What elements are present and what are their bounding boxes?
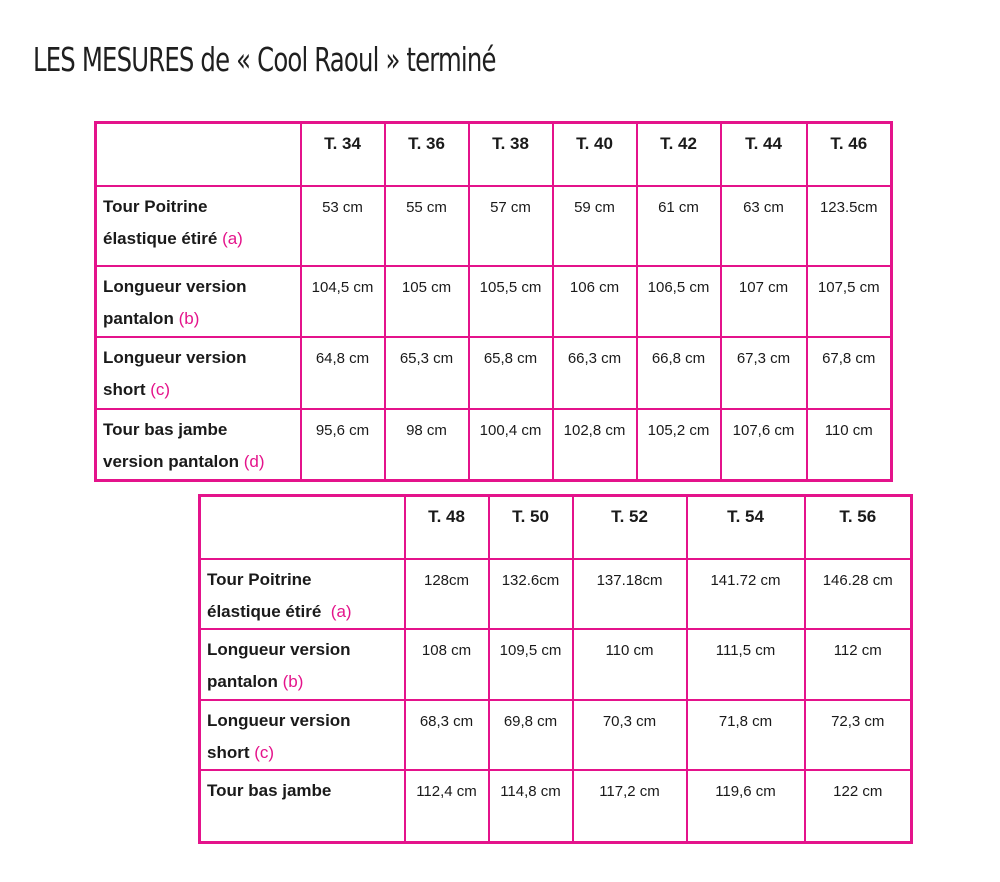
value-cell: 65,8 cm — [469, 337, 553, 409]
table-row — [200, 700, 912, 770]
value-cell: 104,5 cm — [301, 266, 385, 337]
table-row — [96, 409, 892, 481]
value-cell: 122 cm — [805, 770, 912, 843]
size-header: T. 38 — [469, 123, 553, 186]
value-cell: 105,5 cm — [469, 266, 553, 337]
row-note: (c) — [150, 379, 171, 399]
value-cell: 95,6 cm — [301, 409, 385, 481]
value-cell: 119,6 cm — [687, 770, 805, 843]
size-header: T. 44 — [721, 123, 807, 186]
value-cell: 106 cm — [553, 266, 637, 337]
value-cell: 132.6cm — [489, 559, 573, 629]
row-note: (b) — [178, 308, 200, 328]
table-row — [200, 770, 912, 843]
value-cell: 70,3 cm — [573, 700, 687, 770]
row-label-line2: élastique étiré — [103, 228, 218, 248]
value-cell: 108 cm — [405, 629, 489, 700]
row-label-line2: short — [103, 379, 146, 399]
measurements-table-sizes-48-56 — [198, 494, 913, 844]
value-cell: 102,8 cm — [553, 409, 637, 481]
row-note: (c) — [254, 742, 275, 762]
row-note: (a) — [330, 601, 352, 621]
page-title: LES MESURES de « Cool Raoul » terminé — [33, 40, 496, 79]
row-label-line1: Tour Poitrine — [103, 196, 208, 216]
value-cell: 117,2 cm — [573, 770, 687, 843]
size-header: T. 54 — [687, 496, 805, 559]
row-label — [200, 700, 405, 770]
header-empty-cell — [96, 123, 301, 186]
value-cell: 107,5 cm — [807, 266, 892, 337]
header-empty-cell — [200, 496, 405, 559]
value-cell: 105 cm — [385, 266, 469, 337]
row-label-line2: élastique étiré — [207, 601, 322, 621]
value-cell: 112,4 cm — [405, 770, 489, 843]
row-label — [96, 409, 301, 481]
value-cell: 61 cm — [637, 186, 721, 266]
row-label-line2: version pantalon — [103, 451, 240, 471]
value-cell: 71,8 cm — [687, 700, 805, 770]
value-cell: 128cm — [405, 559, 489, 629]
size-header: T. 56 — [805, 496, 912, 559]
row-label-line2: short — [207, 742, 250, 762]
value-cell: 109,5 cm — [489, 629, 573, 700]
value-cell: 146.28 cm — [805, 559, 912, 629]
value-cell: 100,4 cm — [469, 409, 553, 481]
value-cell: 53 cm — [301, 186, 385, 266]
row-label — [200, 629, 405, 700]
row-label — [96, 266, 301, 337]
table-row — [200, 559, 912, 629]
row-label — [200, 770, 405, 843]
value-cell: 67,8 cm — [807, 337, 892, 409]
row-label — [200, 559, 405, 629]
value-cell: 112 cm — [805, 629, 912, 700]
value-cell: 141.72 cm — [687, 559, 805, 629]
value-cell: 59 cm — [553, 186, 637, 266]
size-header: T. 48 — [405, 496, 489, 559]
value-cell: 55 cm — [385, 186, 469, 266]
value-cell: 65,3 cm — [385, 337, 469, 409]
value-cell: 137.18cm — [573, 559, 687, 629]
row-label-line1: Longueur version — [103, 347, 247, 367]
value-cell: 111,5 cm — [687, 629, 805, 700]
row-label-line1: Longueur version — [103, 276, 247, 296]
value-cell: 98 cm — [385, 409, 469, 481]
size-header: T. 46 — [807, 123, 892, 186]
measurements-table-sizes-34-46 — [94, 121, 893, 482]
value-cell: 67,3 cm — [721, 337, 807, 409]
value-cell: 63 cm — [721, 186, 807, 266]
table-row — [200, 629, 912, 700]
value-cell: 114,8 cm — [489, 770, 573, 843]
row-label — [96, 186, 301, 266]
size-header: T. 34 — [301, 123, 385, 186]
row-label-line1: Longueur version — [207, 710, 351, 730]
value-cell: 105,2 cm — [637, 409, 721, 481]
row-label-line2: pantalon — [103, 308, 174, 328]
value-cell: 110 cm — [807, 409, 892, 481]
value-cell: 123.5cm — [807, 186, 892, 266]
row-note: (b) — [282, 671, 304, 691]
row-label-line1: Tour bas jambe — [207, 780, 332, 800]
value-cell: 72,3 cm — [805, 700, 912, 770]
value-cell: 69,8 cm — [489, 700, 573, 770]
value-cell: 68,3 cm — [405, 700, 489, 770]
table-row — [96, 186, 892, 266]
size-header: T. 40 — [553, 123, 637, 186]
value-cell: 110 cm — [573, 629, 687, 700]
row-note: (d) — [243, 451, 265, 471]
row-label — [96, 337, 301, 409]
table-header-row — [200, 496, 912, 559]
size-header: T. 50 — [489, 496, 573, 559]
value-cell: 66,3 cm — [553, 337, 637, 409]
size-header: T. 52 — [573, 496, 687, 559]
value-cell: 57 cm — [469, 186, 553, 266]
row-note: (a) — [222, 228, 243, 248]
table-header-row — [96, 123, 892, 186]
value-cell: 64,8 cm — [301, 337, 385, 409]
table-row — [96, 266, 892, 337]
row-label-line1: Tour Poitrine — [207, 569, 312, 589]
row-label-line2: pantalon — [207, 671, 278, 691]
row-label-line1: Tour bas jambe — [103, 419, 228, 439]
value-cell: 107,6 cm — [721, 409, 807, 481]
value-cell: 107 cm — [721, 266, 807, 337]
size-header: T. 36 — [385, 123, 469, 186]
value-cell: 66,8 cm — [637, 337, 721, 409]
value-cell: 106,5 cm — [637, 266, 721, 337]
table-row — [96, 337, 892, 409]
row-label-line1: Longueur version — [207, 639, 351, 659]
size-header: T. 42 — [637, 123, 721, 186]
